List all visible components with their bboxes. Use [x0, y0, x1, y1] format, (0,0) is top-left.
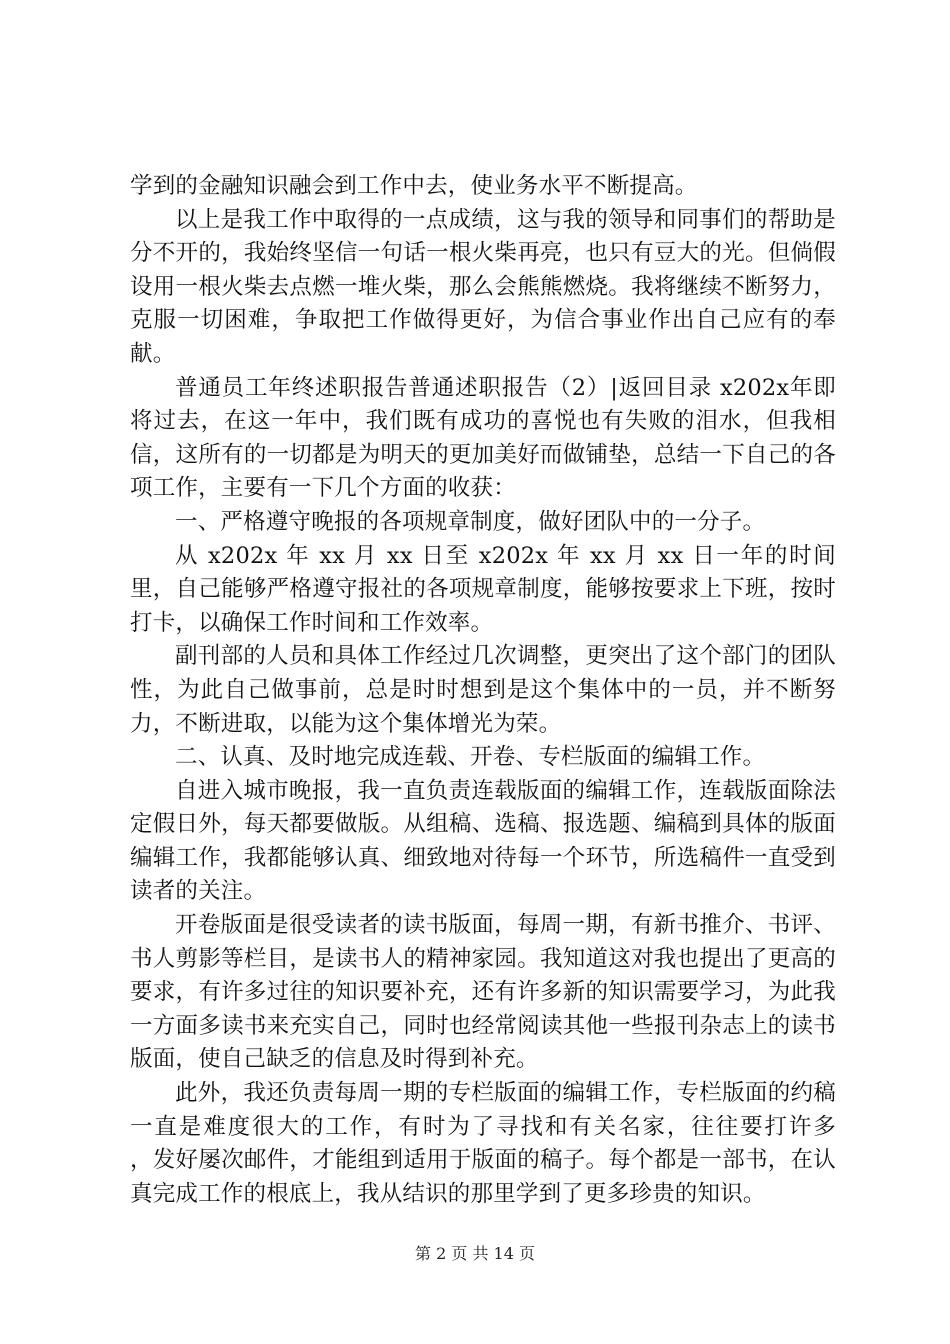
section-heading-1: 一、严格遵守晚报的各项规章制度，做好团队中的一分子。 [175, 508, 766, 535]
page-footer [0, 1244, 950, 1264]
page-number-label: 第 2 页 共 14 页 [415, 1244, 535, 1263]
paragraph-8: 自进入城市晚报，我一直负责连载版面的编辑工作，连载版面除法定假日外，每天都要做版。从组稿、选稿、报选题、编稿到具体的版面编辑工作，我都能够认真、细致地对待每一个环节，所选稿件一直受到读者的关注。 [130, 777, 836, 905]
paragraph-10: 此外，我还负责每周一期的专栏版面的编辑工作，专栏版面的约稿一直是难度很大的工作，有时为了寻找和有关名家，往往要打许多 ，发好屡次邮件，才能组到适用于版面的稿子。每个都是一部书，在认真完成工作的根底上，我从结识的那里学到了更多珍贵的知识。 [130, 1080, 882, 1207]
paragraph-1: 学到的金融知识融会到工作中去，使业务水平不断提高。 [130, 173, 698, 199]
paragraph-3: 普通员工年终述职报告普通述职报告（2）|返回目录 x202x年即将过去，在这一年中，我们既有成功的喜悦也有失败的泪水，但我相信，这所有的一切都是为明天的更加美好而做铺垫，总结一下自己的各项工作，主要有一下几个方面的收获： [130, 374, 836, 502]
paragraph-2: 以上是我工作中取得的一点成绩，这与我的领导和同事们的帮助是分不开的，我始终坚信一句话一根火柴再亮，也只有豆大的光。但倘假设用一根火柴去点燃一堆火柴，那么会熊熊燃烧。我将继续不断努力，克服一切困难，争取把工作做得更好，为信合事业作出自己应有的奉献。 [130, 206, 836, 367]
section-heading-2: 二、认真、及时地完成连载、开卷、专栏版面的编辑工作。 [175, 744, 766, 771]
document-body [130, 170, 882, 1211]
paragraph-9: 开卷版面是很受读者的读书版面，每周一期，有新书推介、书评、书人剪影等栏目，是读书人的精神家园。我知道这对我也提出了更高的要求，有许多过往的知识要补充，还有许多新的知识需要学习，为此我一方面多读书来充实自己，同时也经常阅读其他一些报刊杂志上的读书版面，使自己缺乏的信息及时得到补充。 [130, 912, 836, 1073]
paragraph-6: 副刊部的人员和具体工作经过几次调整，更突出了这个部门的团队性，为此自己做事前，总是时时想到是这个集体中的一员，并不断努力，不断进取，以能为这个集体增光为荣。 [130, 643, 836, 737]
paragraph-5: 从 x202x 年 xx 月 xx 日至 x202x 年 xx 月 xx 日一年的时间里，自己能够严格遵守报社的各项规章制度，能够按要求上下班，按时打卡，以确保工作时间和工作效率。 [130, 542, 836, 636]
